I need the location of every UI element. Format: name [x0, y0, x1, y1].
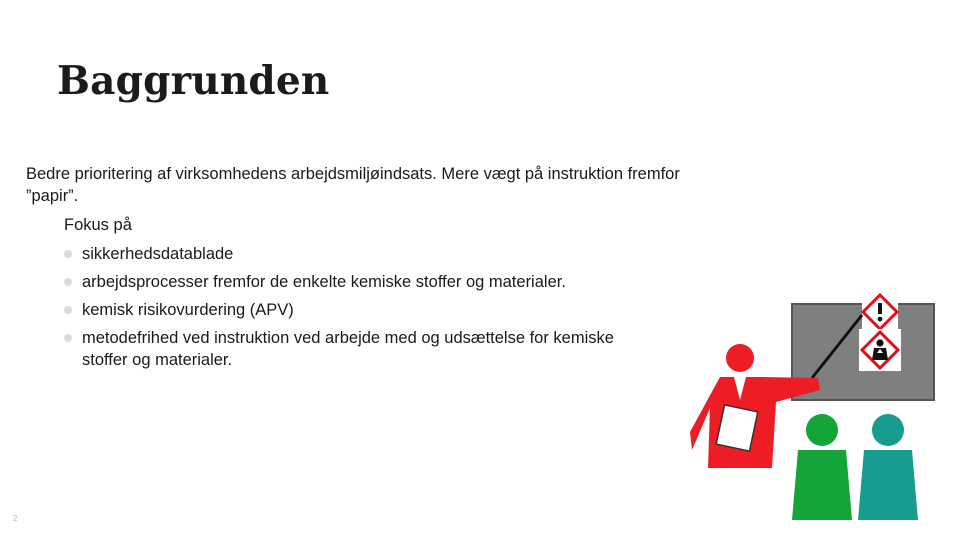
page-number: 2: [13, 514, 18, 523]
bullet-item: [64, 299, 664, 321]
exclamation-hazard-pictogram: [862, 294, 898, 330]
bullet-dot-icon: [64, 250, 72, 258]
bullet-dot-icon: [64, 306, 72, 314]
bullet-text: kemisk risikovurdering (APV): [82, 301, 294, 319]
bullet-text: sikkerhedsdatablade: [82, 245, 234, 263]
audience-left: [792, 414, 852, 520]
slide-title: Baggrunden: [57, 58, 330, 104]
bullet-dot-icon: [64, 334, 72, 342]
health-hazard-pictogram: [859, 329, 901, 371]
intro-text: Bedre prioritering af virksomhedens arbejdsmiljøindsats. Mere vægt på instruktion fremfor ”papir”.: [26, 165, 680, 205]
audience-right: [858, 414, 918, 520]
bullet-list: [64, 243, 664, 377]
bullet-text: arbejdsprocesser fremfor de enkelte kemiske stoffer og materialer.: [82, 273, 566, 291]
bullet-item: [64, 271, 664, 293]
bullet-item: [64, 243, 664, 265]
presenter-clipart: [680, 290, 940, 520]
bullet-item: [64, 327, 664, 371]
bullet-text: metodefrihed ved instruktion ved arbejde med og udsættelse for kemiske stoffer og materialer.: [82, 329, 614, 369]
bullet-dot-icon: [64, 278, 72, 286]
focus-label: Fokus på: [64, 216, 132, 234]
